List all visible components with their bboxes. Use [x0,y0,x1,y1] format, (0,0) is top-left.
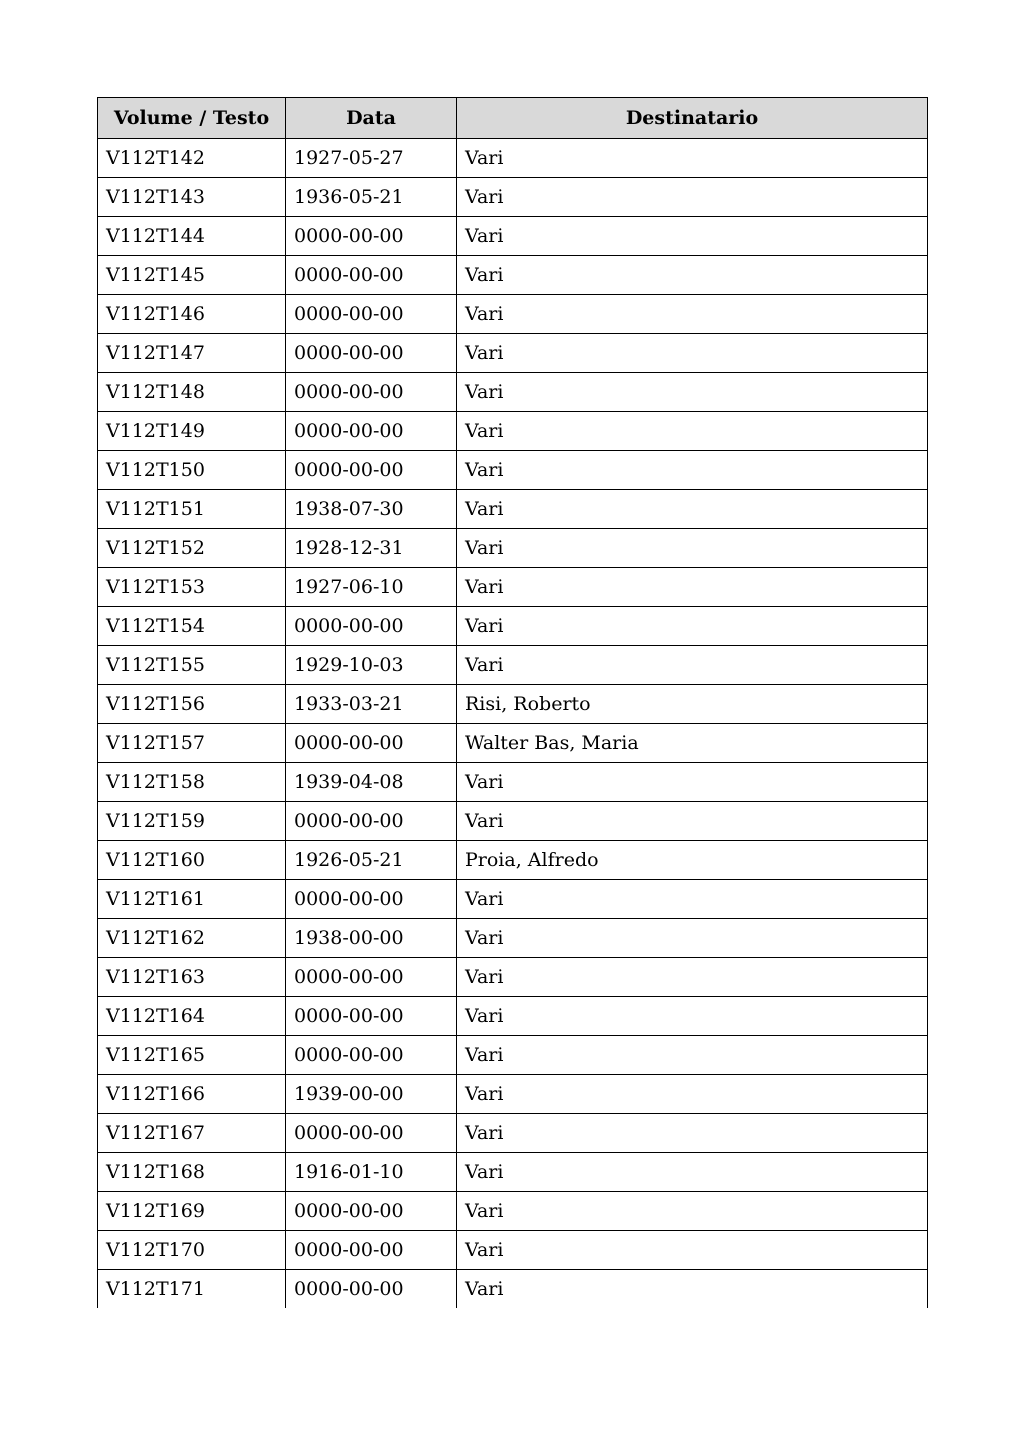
cell-data: 0000-00-00 [286,958,457,997]
cell-destinatario: Vari [457,529,928,568]
cell-data: 0000-00-00 [286,412,457,451]
cell-data: 0000-00-00 [286,1231,457,1270]
cell-data: 0000-00-00 [286,451,457,490]
cell-destinatario: Vari [457,451,928,490]
cell-destinatario: Vari [457,646,928,685]
cell-data: 0000-00-00 [286,724,457,763]
cell-volume-testo: V112T142 [98,139,286,178]
cell-destinatario: Vari [457,295,928,334]
cell-destinatario: Vari [457,256,928,295]
table-row [98,997,928,1036]
cell-destinatario: Vari [457,1270,928,1309]
cell-data: 1939-04-08 [286,763,457,802]
table-row [98,1153,928,1192]
cell-destinatario: Vari [457,1192,928,1231]
cell-data: 0000-00-00 [286,256,457,295]
cell-data: 0000-00-00 [286,1192,457,1231]
table-row [98,256,928,295]
cell-volume-testo: V112T163 [98,958,286,997]
cell-data: 0000-00-00 [286,373,457,412]
cell-destinatario: Vari [457,334,928,373]
cell-volume-testo: V112T170 [98,1231,286,1270]
cell-volume-testo: V112T152 [98,529,286,568]
cell-volume-testo: V112T144 [98,217,286,256]
table-row [98,763,928,802]
cell-data: 1929-10-03 [286,646,457,685]
column-header-destinatario: Destinatario [457,98,928,139]
cell-volume-testo: V112T155 [98,646,286,685]
cell-volume-testo: V112T145 [98,256,286,295]
cell-data: 1939-00-00 [286,1075,457,1114]
table-header [98,98,928,139]
cell-volume-testo: V112T143 [98,178,286,217]
cell-data: 1916-01-10 [286,1153,457,1192]
cell-destinatario: Vari [457,178,928,217]
cell-data: 1926-05-21 [286,841,457,880]
cell-destinatario: Vari [457,1114,928,1153]
cell-data: 1933-03-21 [286,685,457,724]
table-row [98,178,928,217]
cell-data: 0000-00-00 [286,1114,457,1153]
cell-volume-testo: V112T158 [98,763,286,802]
table-row [98,841,928,880]
cell-data: 0000-00-00 [286,802,457,841]
table-row [98,958,928,997]
cell-destinatario: Vari [457,802,928,841]
table-row [98,607,928,646]
cell-destinatario: Risi, Roberto [457,685,928,724]
table-row [98,1114,928,1153]
cell-volume-testo: V112T164 [98,997,286,1036]
cell-destinatario: Vari [457,880,928,919]
cell-data: 0000-00-00 [286,1036,457,1075]
column-header-volume-testo: Volume / Testo [98,98,286,139]
cell-data: 0000-00-00 [286,217,457,256]
cell-volume-testo: V112T157 [98,724,286,763]
cell-volume-testo: V112T154 [98,607,286,646]
table-row [98,1036,928,1075]
cell-volume-testo: V112T171 [98,1270,286,1309]
table-row [98,646,928,685]
cell-destinatario: Vari [457,958,928,997]
cell-volume-testo: V112T167 [98,1114,286,1153]
cell-destinatario: Vari [457,568,928,607]
cell-volume-testo: V112T153 [98,568,286,607]
table-row [98,490,928,529]
cell-volume-testo: V112T160 [98,841,286,880]
cell-volume-testo: V112T149 [98,412,286,451]
letters-table [97,97,928,1308]
cell-destinatario: Vari [457,1153,928,1192]
table-row [98,217,928,256]
cell-volume-testo: V112T166 [98,1075,286,1114]
cell-data: 0000-00-00 [286,295,457,334]
table-row [98,334,928,373]
cell-volume-testo: V112T165 [98,1036,286,1075]
table-row [98,1231,928,1270]
cell-data: 0000-00-00 [286,607,457,646]
cell-destinatario: Vari [457,763,928,802]
table-row [98,1192,928,1231]
table-body [98,139,928,1309]
table-row [98,412,928,451]
table-row [98,295,928,334]
column-header-data: Data [286,98,457,139]
cell-destinatario: Vari [457,997,928,1036]
table-row [98,373,928,412]
header-row [98,98,928,139]
cell-volume-testo: V112T162 [98,919,286,958]
cell-data: 0000-00-00 [286,334,457,373]
table-row [98,1270,928,1309]
table-row [98,685,928,724]
table-row [98,451,928,490]
cell-destinatario: Vari [457,1036,928,1075]
cell-data: 0000-00-00 [286,880,457,919]
cell-data: 1938-07-30 [286,490,457,529]
cell-volume-testo: V112T159 [98,802,286,841]
table-row [98,919,928,958]
table-row [98,529,928,568]
table-row [98,139,928,178]
table-row [98,724,928,763]
cell-destinatario: Proia, Alfredo [457,841,928,880]
cell-data: 1928-12-31 [286,529,457,568]
cell-data: 0000-00-00 [286,997,457,1036]
cell-destinatario: Vari [457,373,928,412]
cell-volume-testo: V112T169 [98,1192,286,1231]
cell-destinatario: Walter Bas, Maria [457,724,928,763]
cell-volume-testo: V112T147 [98,334,286,373]
cell-destinatario: Vari [457,607,928,646]
cell-destinatario: Vari [457,1231,928,1270]
cell-destinatario: Vari [457,919,928,958]
cell-destinatario: Vari [457,1075,928,1114]
cell-volume-testo: V112T156 [98,685,286,724]
cell-data: 1927-06-10 [286,568,457,607]
cell-volume-testo: V112T150 [98,451,286,490]
cell-destinatario: Vari [457,217,928,256]
table-row [98,880,928,919]
table-row [98,568,928,607]
table-row [98,1075,928,1114]
cell-volume-testo: V112T161 [98,880,286,919]
cell-data: 1927-05-27 [286,139,457,178]
cell-volume-testo: V112T168 [98,1153,286,1192]
cell-volume-testo: V112T148 [98,373,286,412]
table-row [98,802,928,841]
cell-volume-testo: V112T151 [98,490,286,529]
cell-data: 1936-05-21 [286,178,457,217]
cell-volume-testo: V112T146 [98,295,286,334]
cell-destinatario: Vari [457,139,928,178]
cell-data: 1938-00-00 [286,919,457,958]
cell-data: 0000-00-00 [286,1270,457,1309]
cell-destinatario: Vari [457,412,928,451]
cell-destinatario: Vari [457,490,928,529]
